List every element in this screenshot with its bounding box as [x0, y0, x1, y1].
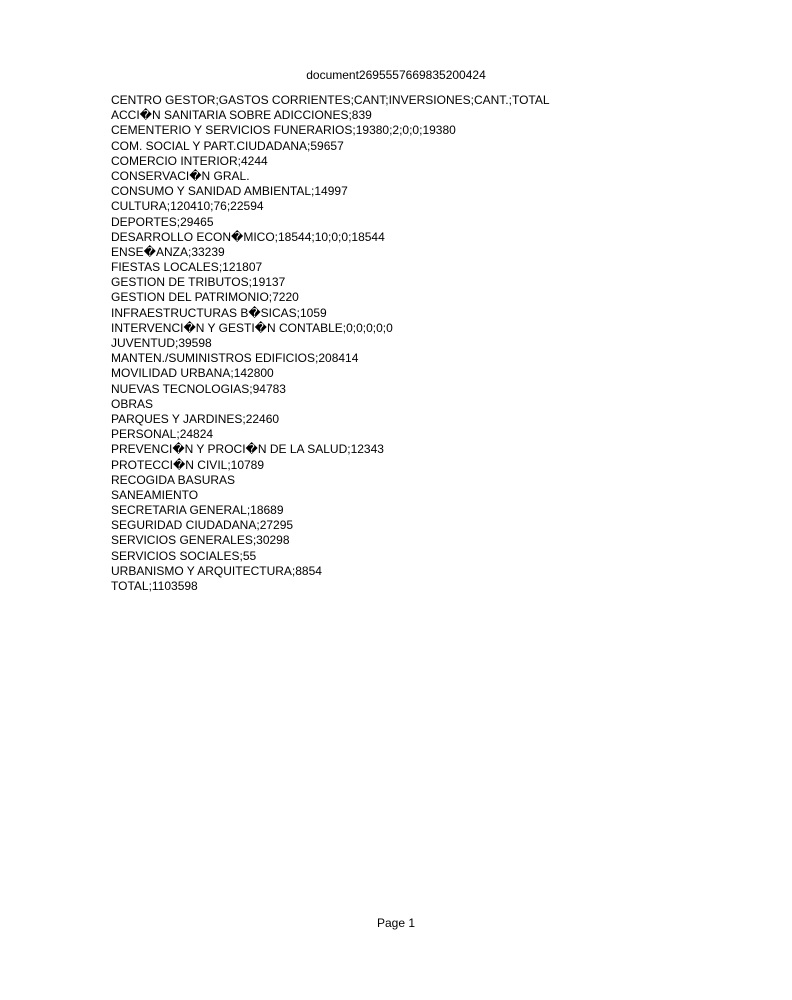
text-line: CENTRO GESTOR;GASTOS CORRIENTES;CANT;INVERSIONES;CANT.;TOTAL: [111, 93, 550, 107]
text-line: PROTECCI�N CIVIL;10789: [111, 457, 265, 472]
text-line: COMERCIO INTERIOR;4244: [111, 153, 268, 168]
text-line: TOTAL;1103598: [111, 579, 198, 593]
text-line: CULTURA;120410;76;22594: [111, 199, 264, 214]
text-line: CONSERVACI�N GRAL.: [111, 168, 250, 183]
text-line: PARQUES Y JARDINES;22460: [111, 411, 280, 426]
text-line: PREVENCI�N Y PROCI�N DE LA SALUD;12343: [111, 442, 384, 457]
text-line: COM. SOCIAL Y PART.CIUDADANA;59657: [111, 138, 344, 153]
document-title: document2695557669835200424: [306, 68, 486, 82]
text-line: INFRAESTRUCTURAS B�SICAS;1059: [111, 305, 327, 320]
text-line: SECRETARIA GENERAL;18689: [111, 503, 284, 518]
text-line: DEPORTES;29465: [111, 214, 214, 229]
text-line: RECOGIDA BASURAS: [111, 472, 236, 487]
text-line: URBANISMO Y ARQUITECTURA;8854: [111, 563, 322, 578]
text-line: ENSE�ANZA;33239: [111, 244, 225, 259]
text-line: MOVILIDAD URBANA;142800: [111, 366, 274, 381]
text-line: JUVENTUD;39598: [111, 336, 212, 350]
text-line: SERVICIOS GENERALES;30298: [111, 533, 290, 548]
text-line: INTERVENCI�N Y GESTI�N CONTABLE;0;0;0;0;0: [111, 320, 393, 335]
text-line: CEMENTERIO Y SERVICIOS FUNERARIOS;19380;2;0;0;19380: [111, 123, 456, 138]
text-line: SANEAMIENTO: [111, 487, 199, 502]
text-line: DESARROLLO ECON�MICO;18544;10;0;0;18544: [111, 229, 385, 244]
text-line: MANTEN./SUMINISTROS EDIFICIOS;208414: [111, 351, 359, 366]
page-number: Page 1: [376, 916, 416, 930]
text-line: FIESTAS LOCALES;121807: [111, 260, 263, 275]
text-line: GESTION DE TRIBUTOS;19137: [111, 275, 286, 290]
text-line: PERSONAL;24824: [111, 427, 214, 442]
text-line: CONSUMO Y SANIDAD AMBIENTAL;14997: [111, 184, 348, 199]
text-line: NUEVAS TECNOLOGIAS;94783: [111, 381, 286, 396]
text-line: ACCI�N SANITARIA SOBRE ADICCIONES;839: [111, 108, 372, 123]
text-line: SEGURIDAD CIUDADANA;27295: [111, 518, 294, 533]
text-line: SERVICIOS SOCIALES;55: [111, 548, 257, 563]
document-body: [111, 93, 751, 594]
text-line: OBRAS: [111, 396, 154, 411]
text-line: GESTION DEL PATRIMONIO;7220: [111, 290, 299, 305]
